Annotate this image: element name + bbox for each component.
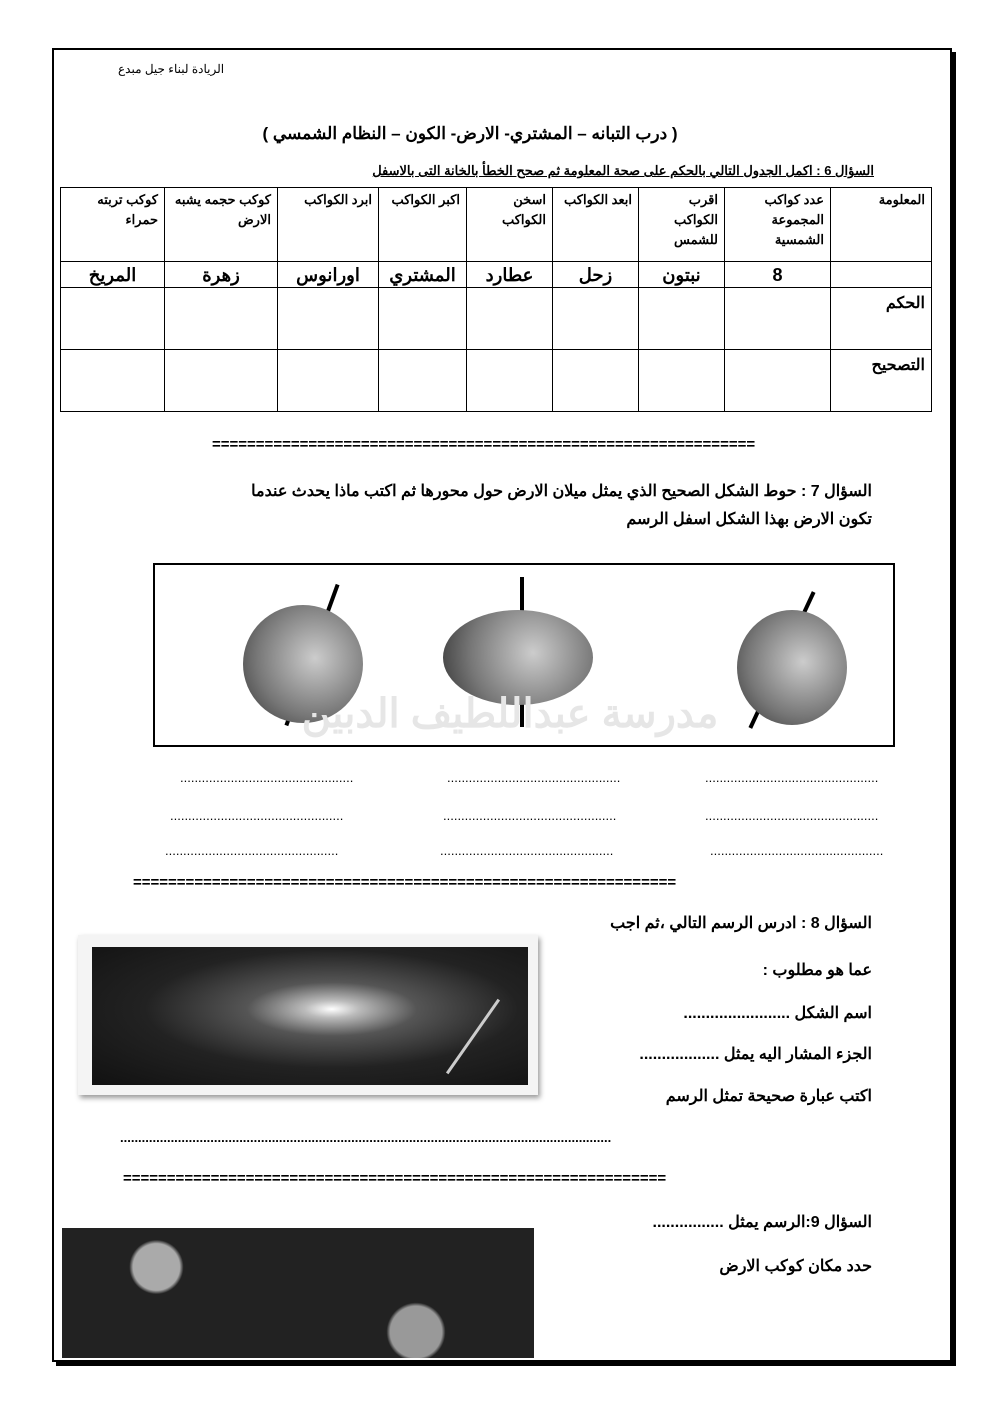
separator: ============================================================== xyxy=(212,436,756,453)
header-cell: اقرب الكواكب للشمس xyxy=(639,188,725,262)
answer-line[interactable]: ................................................ xyxy=(710,843,884,858)
value-cell: زهرة xyxy=(165,262,278,288)
value-cell: 8 xyxy=(725,262,831,288)
answer-cell[interactable] xyxy=(725,350,831,412)
header-cell: كوكب تربته حمراء xyxy=(61,188,165,262)
answer-cell[interactable] xyxy=(467,350,553,412)
answer-cell[interactable] xyxy=(61,350,165,412)
q8-line1: السؤال 8 : ادرس الرسم التالي ،ثم اجب xyxy=(610,915,872,932)
header-cell: اكبر الكواكب xyxy=(379,188,467,262)
header-cell: كوكب حجمه يشبه الارض xyxy=(165,188,278,262)
spiral-galaxy-image xyxy=(92,947,528,1085)
answer-line[interactable]: ................................................ xyxy=(447,770,621,785)
answer-line[interactable]: ................................................ xyxy=(443,808,617,823)
answer-line[interactable]: ................................................ xyxy=(705,808,879,823)
answer-cell[interactable] xyxy=(278,288,379,350)
school-motto: الريادة لبناء جيل مبدع xyxy=(118,62,225,76)
separator: ============================================================== xyxy=(123,1170,667,1187)
q9-line2: حدد مكان كوكب الارض xyxy=(719,1258,872,1275)
q7-text xyxy=(112,478,872,534)
header-cell: عدد كواكب المجموعة الشمسية xyxy=(725,188,831,262)
q9-line1: السؤال 9:الرسم يمثل ................ xyxy=(652,1214,872,1231)
solar-system-image[interactable] xyxy=(62,1228,534,1358)
header-cell: ابرد الكواكب xyxy=(278,188,379,262)
answer-line[interactable]: ................................................ xyxy=(705,770,879,785)
correction-label: التصحيح xyxy=(831,350,932,412)
value-cell: اورانوس xyxy=(278,262,379,288)
answer-cell[interactable] xyxy=(379,288,467,350)
header-cell: المعلومة xyxy=(831,188,932,262)
answer-cell[interactable] xyxy=(467,288,553,350)
separator: ============================================================== xyxy=(133,874,677,891)
header-cell: ابعد الكواكب xyxy=(553,188,639,262)
answer-cell[interactable] xyxy=(639,288,725,350)
value-cell: نبتون xyxy=(639,262,725,288)
answer-line[interactable]: ................................................ xyxy=(440,843,614,858)
answer-cell[interactable] xyxy=(165,288,278,350)
q6-prompt: السؤال 6 : اكمل الجدول التالي بالحكم على صحة المعلومة ثم صحح الخطأ بالخانة التى بالاسفل xyxy=(372,163,874,178)
value-cell: المريخ xyxy=(61,262,165,288)
watermark: مدرسة عبداللطيف الدبين xyxy=(301,692,719,736)
header-cell: اسخن الكواكب xyxy=(467,188,553,262)
q7-line2: تكون الارض بهذا الشكل اسفل الرسم xyxy=(626,511,872,528)
q6-table xyxy=(60,187,932,412)
answer-cell[interactable] xyxy=(165,350,278,412)
q7-line1: السؤال 7 : حوط الشكل الصحيح الذي يمثل ميلان الارض حول محورها ثم اكتب ماذا يحدث عندما xyxy=(251,483,872,500)
judgment-label: الحكم xyxy=(831,288,932,350)
page-title: ( درب التبانه – المشتري- الارض- الكون – النظام الشمسي ) xyxy=(262,124,678,143)
answer-cell[interactable] xyxy=(553,288,639,350)
q8-line4: الجزء المشار اليه يمثل .................. xyxy=(639,1046,872,1063)
answer-line[interactable]: ................................................ xyxy=(170,808,344,823)
value-cell: المشتري xyxy=(379,262,467,288)
answer-cell[interactable] xyxy=(278,350,379,412)
q8-line3: اسم الشكل ........................ xyxy=(683,1005,872,1022)
answer-line[interactable]: ................................................ xyxy=(165,843,339,858)
answer-line[interactable]: ........................................................................................................................................ xyxy=(120,1130,612,1145)
answer-cell[interactable] xyxy=(379,350,467,412)
answer-line[interactable]: ................................................ xyxy=(180,770,354,785)
value-cell: زحل xyxy=(553,262,639,288)
galaxy-image-frame xyxy=(78,935,538,1095)
answer-cell[interactable] xyxy=(725,288,831,350)
value-cell: عطارد xyxy=(467,262,553,288)
answer-cell[interactable] xyxy=(61,288,165,350)
answer-cell[interactable] xyxy=(639,350,725,412)
value-cell xyxy=(831,262,932,288)
answer-cell[interactable] xyxy=(553,350,639,412)
q8-line2: عما هو مطلوب : xyxy=(762,962,872,979)
q8-line5: اكتب عبارة صحيحة تمثل الرسم xyxy=(665,1088,872,1105)
